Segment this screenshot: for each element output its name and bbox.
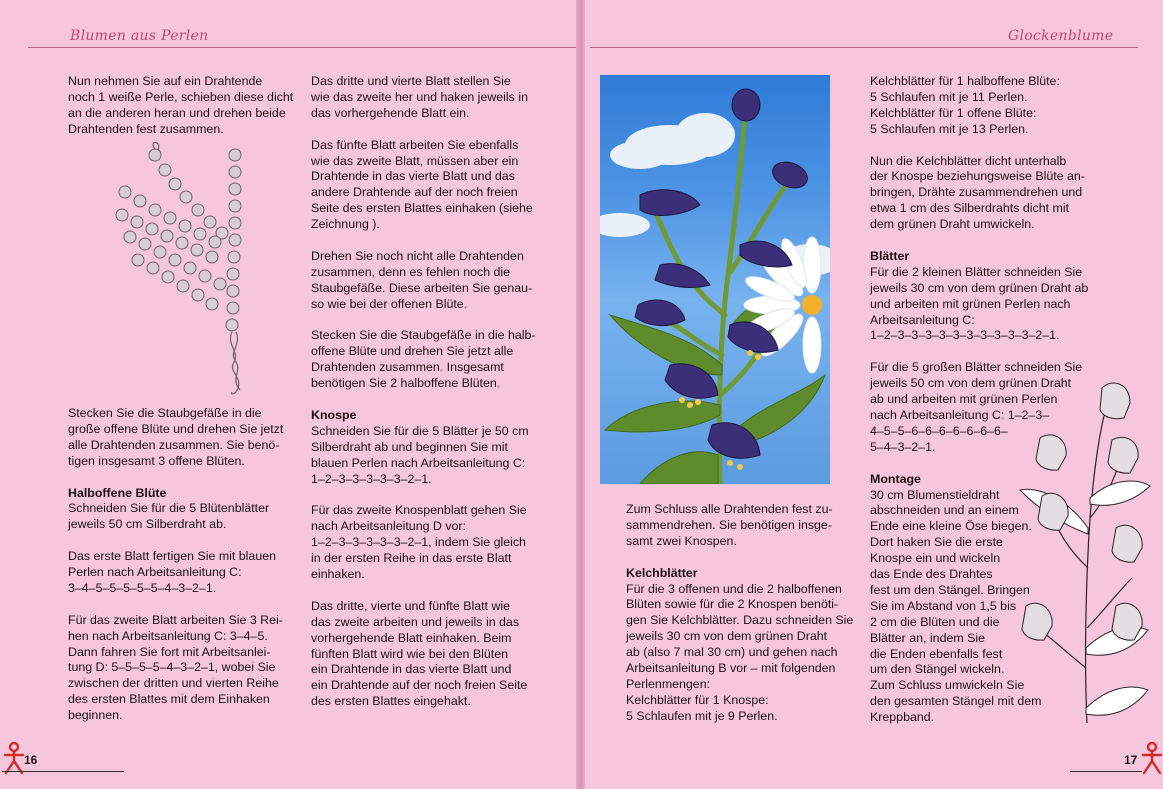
right-header-rule [590, 47, 1138, 48]
paragraph: Kelchblätter für 1 halboffene Blüte: 5 Schlaufen mit je 11 Perlen. Kelchblätter für 1 offene Blüte: 5 Schlaufen mit je 13 Perlen. [870, 74, 1060, 136]
paragraph: Das dritte und vierte Blatt stellen Sie wie das zweite her und haken jeweils in das vorhergehende Blatt ein. [311, 74, 528, 120]
intro-paragraph: Nun nehmen Sie auf ein Drahtende noch 1 weiße Perle, schieben diese dicht an die anderen heran und drehen beide Drahtenden fest zusammen. [68, 74, 294, 136]
zweite-blatt-paragraph: Für das zweite Blatt arbeiten Sie 3 Rei- hen nach Arbeitsanleitung C: 3–4–5. Dann fahren Sie fort mit Arbeitsanlei- tung D: 5–5–5–5–4–3–2–1, wobei Sie zwischen der dritten und vierten Reihe des ersten Blattes mit dem Einhaken beginnen. [68, 612, 283, 723]
montage-heading: Montage [870, 471, 921, 486]
bellflower-photo-drawing [600, 75, 830, 484]
bellflower-sketch [1012, 378, 1152, 728]
kelchblaetter-text: Für die 3 offenen und die 2 halboffenen Blüten sowie für die 2 Knospen benöti- gen Sie Kelchblätter. Dazu schneiden Sie jeweils 30 cm von dem grünen Draht ab (also 7 mal 30 cm) und gehen nach Arbeitsanleitung B vor – mit folgenden Perlenmengen: Kelchblätter für 1 Knospe: 5 Schlaufen mit je 9 Perlen. [626, 581, 854, 723]
left-footer-rule [2, 771, 124, 772]
paragraph: Nun die Kelchblätter dicht unterhalb der Knospe beziehungsweise Blüte an- bringen, Drähte zusammendrehen und etwa 1 cm des Silberdrahts dicht mit dem grünen Draht umwickeln. [870, 153, 1085, 232]
kelchblaetter-heading: Kelchblätter [626, 565, 698, 580]
page-number-left: 16 [24, 753, 38, 767]
page-number-right: 17 [1124, 753, 1138, 767]
publisher-logo-icon [1140, 741, 1163, 775]
stecken-paragraph: Stecken Sie die Staubgefäße in die große offene Blüte und drehen Sie jetzt alle Drahtenden zusammen. Sie benö- tigen insgesamt 3 offene Blüten. [68, 406, 284, 468]
paragraph: Stecken Sie die Staubgefäße in die halb- offene Blüte und drehen Sie jetzt alle Drahtenden zusammen. Insgesamt benötigen Sie 2 halboffene Blüten. [311, 328, 536, 391]
halboffene-text: Schneiden Sie für die 5 Blütenblätter jeweils 50 cm Silberdraht ab. [68, 501, 270, 532]
right-footer-rule [1070, 771, 1142, 772]
bellflower-photo [600, 75, 830, 484]
bead-petal-diagram [100, 140, 260, 400]
left-column-2 [311, 74, 547, 726]
paragraph: Drehen Sie noch nicht alle Drahtenden zusammen, denn es fehlen noch die Staubgefäße. Diese arbeiten Sie genau- so wie bei der offenen Blüte. [311, 248, 533, 311]
knospe-text: Schneiden Sie für die 5 Blätter je 50 cm Silberdraht ab und beginnen Sie mit blauen Perlen nach Arbeitsanleitung C: 1–2–3–3–3–3–3–2–1. [311, 423, 529, 486]
paragraph: Für die 5 großen Blätter schneiden Sie jeweils 50 cm von dem grünen Draht ab und arbeiten mit grünen Perlen nach Arbeitsanleitung C: 1–2–3– 4–5–5–6–6–6–6–6–6–6– 5–4–3–2–1. [870, 360, 1083, 454]
blaetter-heading: Blätter [870, 248, 910, 263]
erste-blatt-paragraph: Das erste Blatt fertigen Sie mit blauen Perlen nach Arbeitsanleitung C: 3–4–5–5–5–5–5–4–3–2–1. [68, 549, 276, 595]
right-running-title: Glockenblume [1008, 28, 1114, 44]
blaetter-text: Für die 2 kleinen Blätter schneiden Sie jeweils 30 cm von dem grünen Draht ab und arbeiten mit grünen Perlen nach Arbeitsanleitung C: 1–2–3–3–3–3–3–3–3–3–3–3–2–1. [870, 264, 1089, 343]
publisher-logo-icon [2, 741, 26, 775]
paragraph: Das fünfte Blatt arbeiten Sie ebenfalls wie das zweite Blatt, müssen aber ein Drahtende in das vierte Blatt und das andere Drahtende auf der noch freien Seite des ersten Blattes einhaken (siehe Zeichnung ). [311, 137, 533, 232]
left-running-title: Blumen aus Perlen [70, 28, 209, 44]
left-header-rule [28, 47, 576, 48]
paragraph: Das dritte, vierte und fünfte Blatt wie das zweite arbeiten und jeweils in das vorhergehende Blatt einhaken. Beim fünften Blatt wird wie bei den Blüten ein Drahtende in das vierte Blatt und ein Drahtende auf der noch freien Seite des ersten Blattes eingehakt. [311, 598, 528, 709]
montage-text: 30 cm Blumenstieldraht abschneiden und an einem Ende eine kleine Öse biegen. Dort haken Sie die erste Knospe ein und wickeln das Ende des Drahtes fest um den Stängel. Bringen Sie im Abstand von 1,5 bis 2 cm die Blüten und die Blätter an, indem Sie die Enden ebenfalls fest um den Stängel wickeln. Zum Schluss umwickeln Sie den gesamten Stängel mit dem Kreppband. [870, 487, 1042, 725]
knospe-heading: Knospe [311, 407, 357, 422]
paragraph: Zum Schluss alle Drahtenden fest zu- sammendrehen. Sie benötigen insge- samt zwei Knospen. [626, 502, 833, 548]
left-column-1-lower [68, 406, 300, 740]
paragraph: Für das zweite Knospenblatt gehen Sie nach Arbeitsanleitung D vor: 1–2–3–3–3–3–3–2–1, indem Sie gleich in der ersten Reihe in das erste Blatt einhaken. [311, 503, 527, 582]
right-column-1 [626, 502, 858, 741]
halboffene-heading: Halboffene Blüte [68, 485, 167, 500]
